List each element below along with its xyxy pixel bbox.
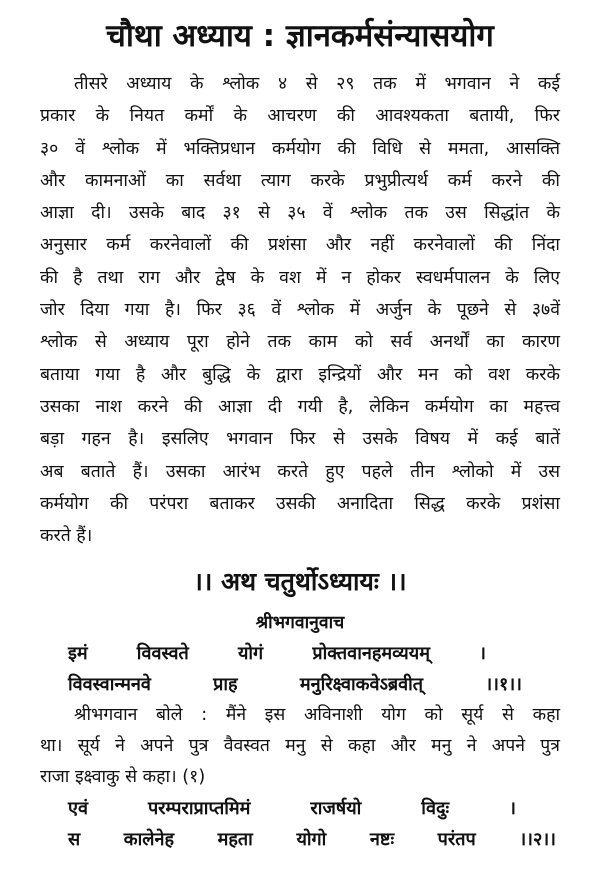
translation-line: राजा इक्ष्वाकु से कहा। (१) bbox=[40, 767, 206, 788]
intro-line: श्लोक से अध्याय पूरा होने तक काम को सर्व अनर्थों का कारण bbox=[40, 332, 560, 353]
intro-line: की है तथा राग और द्वेष के वश में न होकर स्वधर्मपालन के लिए bbox=[40, 267, 560, 288]
intro-line: अनुसार कर्म करनेवालों की प्रशंसा और नहीं करनेवालों की निंदा bbox=[40, 235, 560, 256]
verse-2 bbox=[40, 793, 560, 855]
verse-line: विवस्वान्मनवे प्राह मनुरिक्ष्वाकवेऽब्रवीत् ।।१।। bbox=[68, 674, 522, 696]
intro-line: जोर दिया गया है। फिर ३६ वें श्लोक में अर्जुन के पूछने से ३७वें bbox=[40, 300, 560, 321]
verse-1 bbox=[40, 638, 560, 700]
verse-line: इमं विवस्वते योगं प्रोक्तवानहमव्ययम् । bbox=[68, 643, 486, 665]
verse-line: एवं परम्पराप्राप्तमिमं राजर्षयो विदुः । bbox=[68, 798, 516, 820]
intro-line: अब बताते हैं। उसका आरंभ करते हुए पहले तीन श्लोको में उस bbox=[40, 461, 560, 482]
verse-line: स कालेनेह महता योगो नष्टः परंतप ।।२।। bbox=[68, 829, 556, 851]
verse-1-translation bbox=[40, 700, 560, 793]
intro-line: और कामनाओं का सर्वथा त्याग करके प्रभुप्रीत्यर्थ कर्म करने की bbox=[40, 170, 560, 191]
translation-line: था। सूर्य ने अपने पुत्र वैवस्वत मनु से कहा और मनु ने अपने पुत्र bbox=[40, 736, 560, 757]
chapter-title: चौथा अध्याय : ज्ञानकर्मसंन्यासयोग bbox=[106, 18, 494, 54]
intro-line: करते हैं। bbox=[40, 526, 93, 547]
intro-line: आज्ञा दी। उसके बाद ३१ से ३५ वें श्लोक तक उस सिद्धांत के bbox=[40, 203, 560, 224]
translation-line: श्रीभगवान बोले : मैंने इस अविनाशी योग को सूर्य से कहा bbox=[74, 705, 560, 726]
intro-line: बड़ा गहन है। इसलिए भगवान फिर से उसके विषय में कई बातें bbox=[40, 429, 560, 450]
intro-line: ३० वें श्लोक में भक्तिप्रधान कर्मयोग की विधि से ममता, आसक्ति bbox=[40, 138, 560, 159]
chapter-introduction bbox=[40, 68, 560, 552]
intro-line: कर्मयोग की परंपरा बताकर उसकी अनादिता सिद्ध करके प्रशंसा bbox=[40, 493, 560, 514]
intro-line: बताया गया है और बुद्धि के द्वारा इन्द्रियों और मन को वश करके bbox=[40, 364, 560, 385]
intro-line: तीसरे अध्याय के श्लोक ४ से २९ तक में भगवान ने कई bbox=[74, 74, 560, 94]
speaker-label: श्रीभगवानुवाच bbox=[255, 613, 345, 634]
intro-line: प्रकार के नियत कर्मों के आचरण की आवश्यकता बतायी, फिर bbox=[40, 106, 560, 127]
adhyaya-heading: ।। अथ चतुर्थोऽध्यायः ।। bbox=[193, 567, 407, 597]
intro-line: उसका नाश करने की आज्ञा दी गयी है, लेकिन कर्मयोग का महत्त्व bbox=[40, 396, 560, 417]
